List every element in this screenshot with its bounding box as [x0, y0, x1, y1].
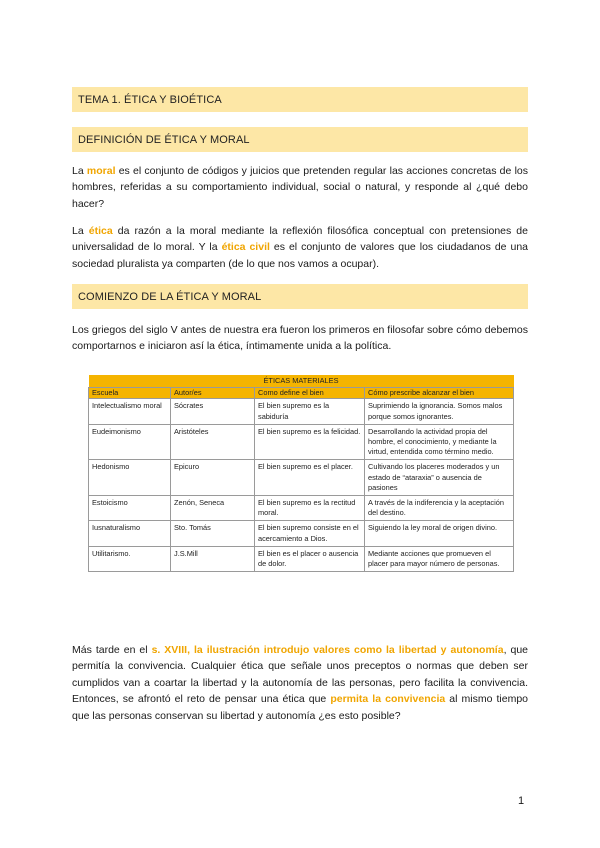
text: La	[72, 165, 87, 177]
table-cell: Eudeimonismo	[89, 424, 171, 460]
table-cell: Intelectualismo moral	[89, 399, 171, 424]
highlight-etica: ética	[88, 225, 113, 237]
paragraph-etica	[72, 223, 528, 272]
table-header: Cómo prescribe alcanzar el bien	[365, 388, 514, 399]
text: Más tarde en el	[72, 644, 152, 656]
highlight-siglo-xviii: s. XVIII, la ilustración introdujo valores como la libertad y autonomía	[151, 644, 504, 656]
text: es el conjunto de códigos y juicios que pretenden regular las acciones concretas de los hombres, referidas a su comportamiento individual, social o natural, y responde al ¿qué debo hacer?	[72, 165, 528, 210]
paragraph-griegos: Los griegos del siglo V antes de nuestra era fueron los primeros en filosofar sobre cómo debemos comportarnos e iniciaron así la ética, íntimamente unida a la política.	[72, 324, 528, 353]
paragraph-ilustracion	[72, 642, 528, 724]
table-row	[89, 521, 514, 546]
text: , que permitía la convivencia. Cualquier ética que señale unos preceptos o normas que deben ser cumplidos van a coartar la libertad y la autonomía de las personas, pero facilita la convivencia. Entonces, se afrontó el reto de pensar una ética que	[72, 644, 528, 706]
table-cell: Sócrates	[171, 399, 255, 424]
table-row	[89, 460, 514, 496]
heading-tema: TEMA 1. ÉTICA Y BIOÉTICA	[72, 87, 528, 112]
heading-comienzo: COMIENZO DE LA ÉTICA Y MORAL	[72, 284, 528, 309]
table-cell: Mediante acciones que promueven el placer para mayor número de personas.	[365, 546, 514, 571]
text: al mismo tiempo que las personas conservan su libertad y autonomía ¿es esto posible?	[72, 693, 529, 722]
table-cell: Sto. Tomás	[171, 521, 255, 546]
highlight-convivencia: permita la convivencia	[330, 693, 446, 706]
table-cell: Utilitarismo.	[89, 546, 171, 571]
table-cell: El bien supremo es la rectitud moral.	[255, 496, 365, 521]
table-cell: El bien supremo es la felicidad.	[255, 424, 365, 460]
heading-definicion: DEFINICIÓN DE ÉTICA Y MORAL	[72, 127, 528, 152]
table-cell: Desarrollando la actividad propia del hombre, el conocimiento, y mediante la virtud, entendida como término medio.	[365, 424, 514, 460]
table-header: Autor/es	[171, 388, 255, 399]
table-row	[89, 424, 514, 460]
table-cell: El bien supremo consiste en el acercamiento a Dios.	[255, 521, 365, 546]
table-row	[89, 496, 514, 521]
table-row	[89, 399, 514, 424]
table-cell: Estoicismo	[89, 496, 171, 521]
table-cell: El bien es el placer o ausencia de dolor.	[255, 546, 365, 571]
table-cell: J.S.Mill	[171, 546, 255, 571]
highlight-moral: moral	[86, 165, 116, 177]
table-cell: Suprimiendo la ignorancia. Somos malos porque somos ignorantes.	[365, 399, 514, 424]
table-cell: A través de la indiferencia y la aceptación del destino.	[365, 496, 514, 521]
text: es el conjunto de valores que los ciudadanos de una sociedad pluralista ya comparten (de lo que nos vamos a ocupar).	[72, 241, 529, 270]
page-number: 1	[518, 795, 525, 807]
table-cell: El bien supremo es el placer.	[255, 460, 365, 496]
table-cell: Cultivando los placeres moderados y un estado de “ataraxia” o ausencia de pasiones	[365, 460, 514, 496]
eticas-materiales-table	[88, 375, 513, 572]
table-row	[89, 546, 514, 571]
table-cell: Zenón, Seneca	[171, 496, 255, 521]
table-cell: Hedonismo	[89, 460, 171, 496]
table-cell: Aristóteles	[171, 424, 255, 460]
text: da razón a la moral mediante la reflexión filosófica conceptual con pretensiones de universalidad de lo moral. Y la	[72, 225, 528, 254]
table-header: Como define el bien	[255, 388, 365, 399]
text: La	[72, 225, 89, 237]
table-cell: Iusnaturalismo	[89, 521, 171, 546]
table-title: ÉTICAS MATERIALES	[89, 375, 514, 388]
paragraph-moral	[72, 163, 528, 212]
table-cell: El bien supremo es la sabiduría	[255, 399, 365, 424]
table-cell: Siguiendo la ley moral de origen divino.	[365, 521, 514, 546]
table-header: Escuela	[89, 388, 171, 399]
table-cell: Epicuro	[171, 460, 255, 496]
highlight-etica-civil: ética civil	[221, 241, 270, 254]
